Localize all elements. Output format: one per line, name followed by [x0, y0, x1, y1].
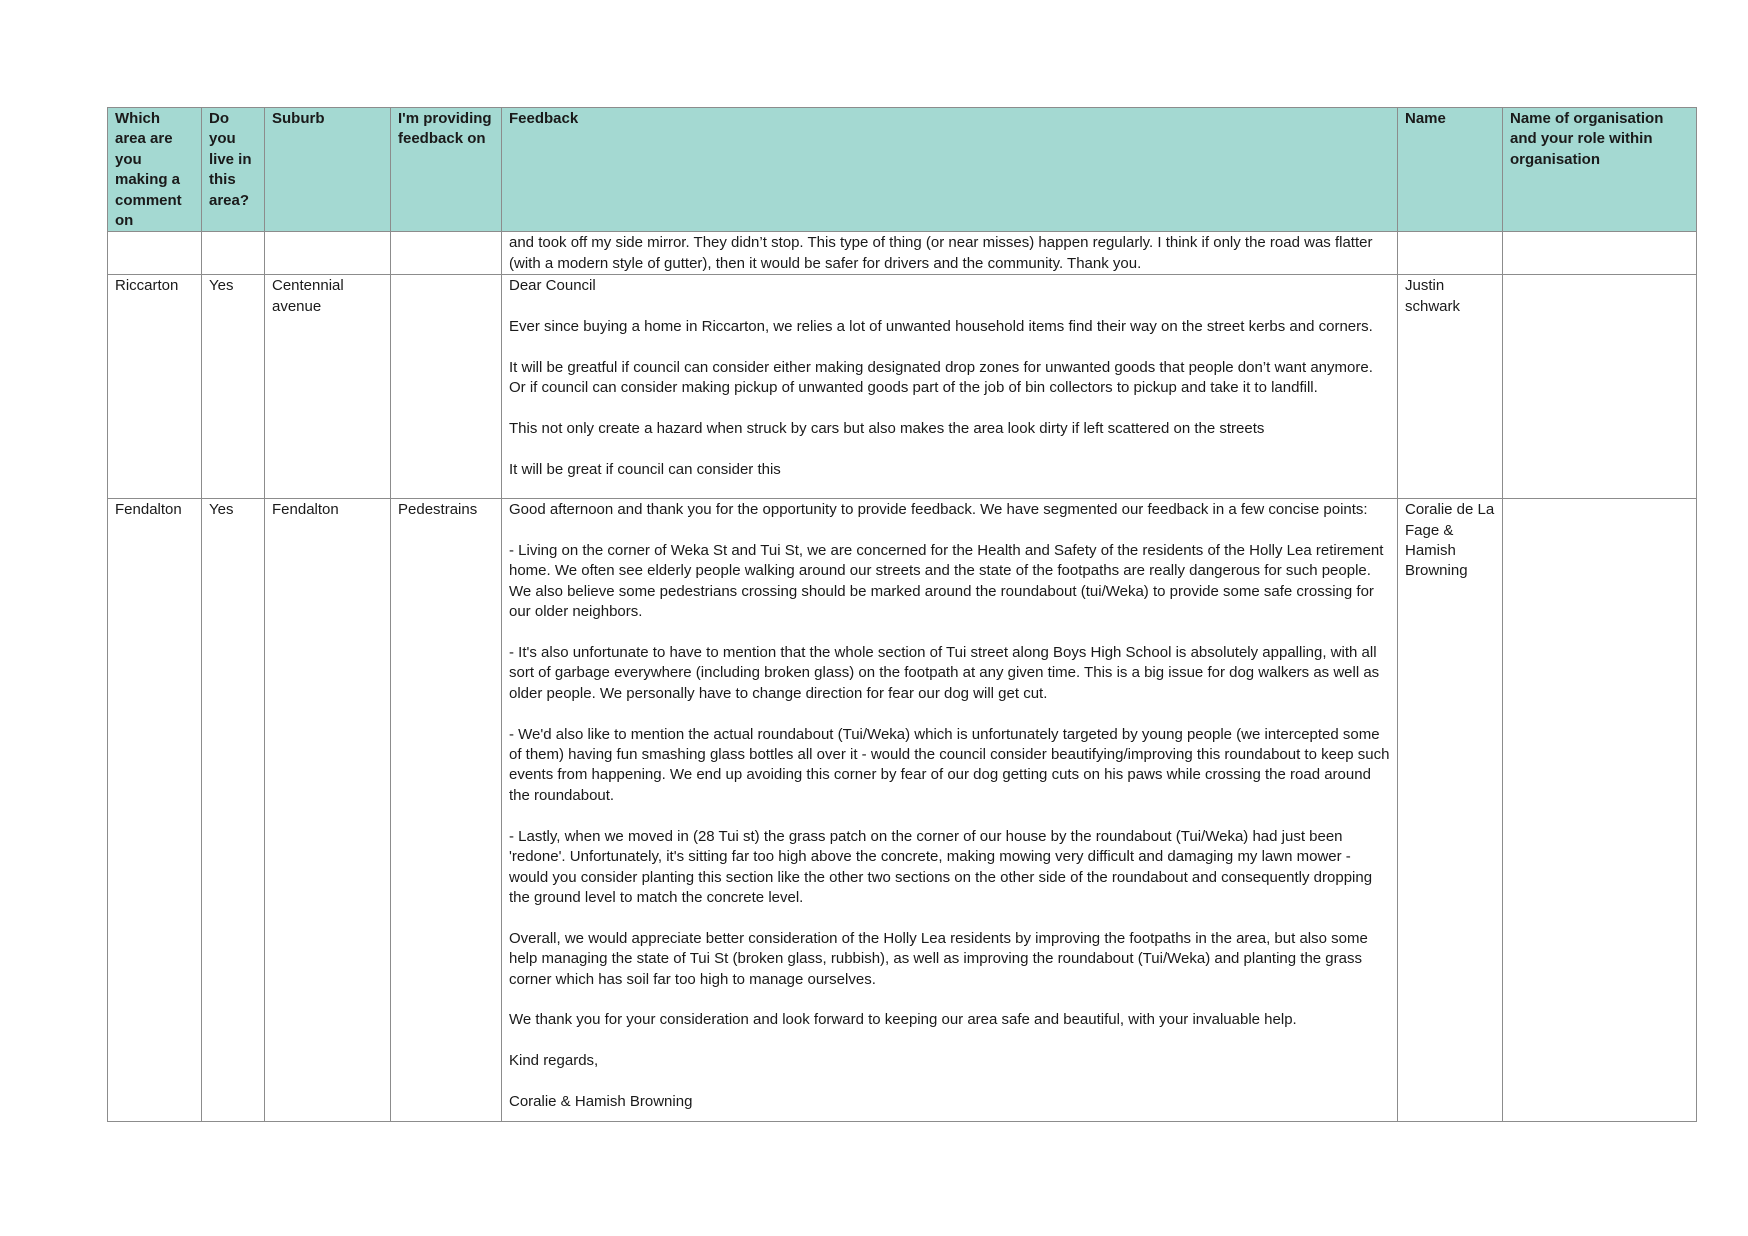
- header-suburb: Suburb: [265, 108, 391, 232]
- feedback-paragraph: - Lastly, when we moved in (28 Tui st) the grass patch on the corner of our house by the roundabout (Tui/Weka) had just been 'redone'. Unfortunately, it's sitting far too high above the concrete, making mowing very difficult and damaging my lawn mower - would you consider planting this section like the other two sections on the other side of the roundabout and consequently dropping the ground level to match the concrete level.: [509, 827, 1377, 906]
- header-feedback: Feedback: [502, 108, 1398, 232]
- cell-feedback: [502, 232, 1398, 275]
- cell-suburb: Fendalton: [265, 499, 391, 1122]
- header-live-in-area: Do you live in this area?: [202, 108, 265, 232]
- table-row: [108, 499, 1697, 1122]
- header-area: Which area are you making a comment on: [108, 108, 202, 232]
- cell-feedback-topic: [391, 232, 502, 275]
- cell-live-in-area: Yes: [202, 499, 265, 1122]
- feedback-paragraph: It will be greatful if council can consider either making designated drop zones for unwanted goods that people don’t want anymore. Or if council can consider making pickup of unwanted goods part of the job of bin collectors to pickup and take it to landfill.: [509, 358, 1378, 397]
- cell-area: Riccarton: [108, 275, 202, 499]
- cell-suburb: [265, 232, 391, 275]
- cell-organisation: [1503, 499, 1697, 1122]
- feedback-paragraph: Ever since buying a home in Riccarton, we relies a lot of unwanted household items find their way on the street kerbs and corners.: [509, 318, 1373, 336]
- cell-live-in-area: [202, 232, 265, 275]
- cell-organisation: [1503, 232, 1697, 275]
- cell-feedback: [502, 499, 1398, 1122]
- feedback-table: [107, 107, 1697, 1122]
- feedback-paragraph: and took off my side mirror. They didn’t stop. This type of thing (or near misses) happen regularly. I think if only the road was flatter (with a modern style of gutter), then it would be safer for drivers and the community. Thank you.: [509, 234, 1377, 272]
- table-header-row: [108, 108, 1697, 232]
- feedback-paragraph: Good afternoon and thank you for the opportunity to provide feedback. We have segmented our feedback in a few concise points:: [509, 501, 1368, 519]
- feedback-paragraph: Coralie & Hamish Browning: [509, 1092, 693, 1110]
- header-feedback-topic: I'm providing feedback on: [391, 108, 502, 232]
- cell-area: [108, 232, 202, 275]
- header-name: Name: [1398, 108, 1503, 232]
- cell-feedback-topic: [391, 275, 502, 499]
- feedback-paragraph: We thank you for your consideration and look forward to keeping our area safe and beautiful, with your invaluable help.: [509, 1011, 1297, 1029]
- table-row: [108, 232, 1697, 275]
- feedback-paragraph: Dear Council: [509, 277, 596, 295]
- table-row: [108, 275, 1697, 499]
- feedback-paragraph: Kind regards,: [509, 1052, 599, 1070]
- cell-name: [1398, 232, 1503, 275]
- cell-name: Justin schwark: [1398, 275, 1503, 499]
- cell-area: Fendalton: [108, 499, 202, 1122]
- cell-feedback: [502, 275, 1398, 499]
- document-page: [107, 107, 1696, 1122]
- feedback-paragraph: Overall, we would appreciate better consideration of the Holly Lea residents by improving the footpaths in the area, but also some help managing the state of Tui St (broken glass, rubbish), as well as improving the roundabout (Tui/Weka) and planting the grass corner which has soil far too high to manage ourselves.: [509, 929, 1372, 988]
- cell-suburb: Centennial avenue: [265, 275, 391, 499]
- cell-live-in-area: Yes: [202, 275, 265, 499]
- feedback-paragraph: - Living on the corner of Weka St and Tui St, we are concerned for the Health and Safety of the residents of the Holly Lea retirement home. We often see elderly people walking around our streets and the state of the footpaths are really dangerous for such people. We also believe some pedestrians crossing should be marked around the roundabout (tui/Weka) to provide some safe crossing for our older neighbors.: [509, 542, 1388, 621]
- cell-name: Coralie de La Fage & Hamish Browning: [1398, 499, 1503, 1122]
- feedback-paragraph: It will be great if council can consider this: [509, 460, 781, 478]
- header-organisation: Name of organisation and your role within organisation: [1503, 108, 1697, 232]
- feedback-paragraph: This not only create a hazard when struck by cars but also makes the area look dirty if left scattered on the streets: [509, 420, 1265, 438]
- cell-organisation: [1503, 275, 1697, 499]
- feedback-paragraph: - We'd also like to mention the actual roundabout (Tui/Weka) which is unfortunately targeted by young people (we intercepted some of them) having fun smashing glass bottles all over it - would the council consider beautifying/improving this roundabout to keep such events from happening. We end up avoiding this corner by fear of our dog getting cuts on his paws while crossing the road around the roundabout.: [509, 725, 1394, 804]
- feedback-paragraph: - It's also unfortunate to have to mention that the whole section of Tui street along Boys High School is absolutely appalling, with all sort of garbage everywhere (including broken glass) on the footpath at any given time. This is a big issue for dog walkers as well as older people. We personally have to change direction for fear our dog will get cut.: [509, 644, 1384, 702]
- cell-feedback-topic: Pedestrains: [391, 499, 502, 1122]
